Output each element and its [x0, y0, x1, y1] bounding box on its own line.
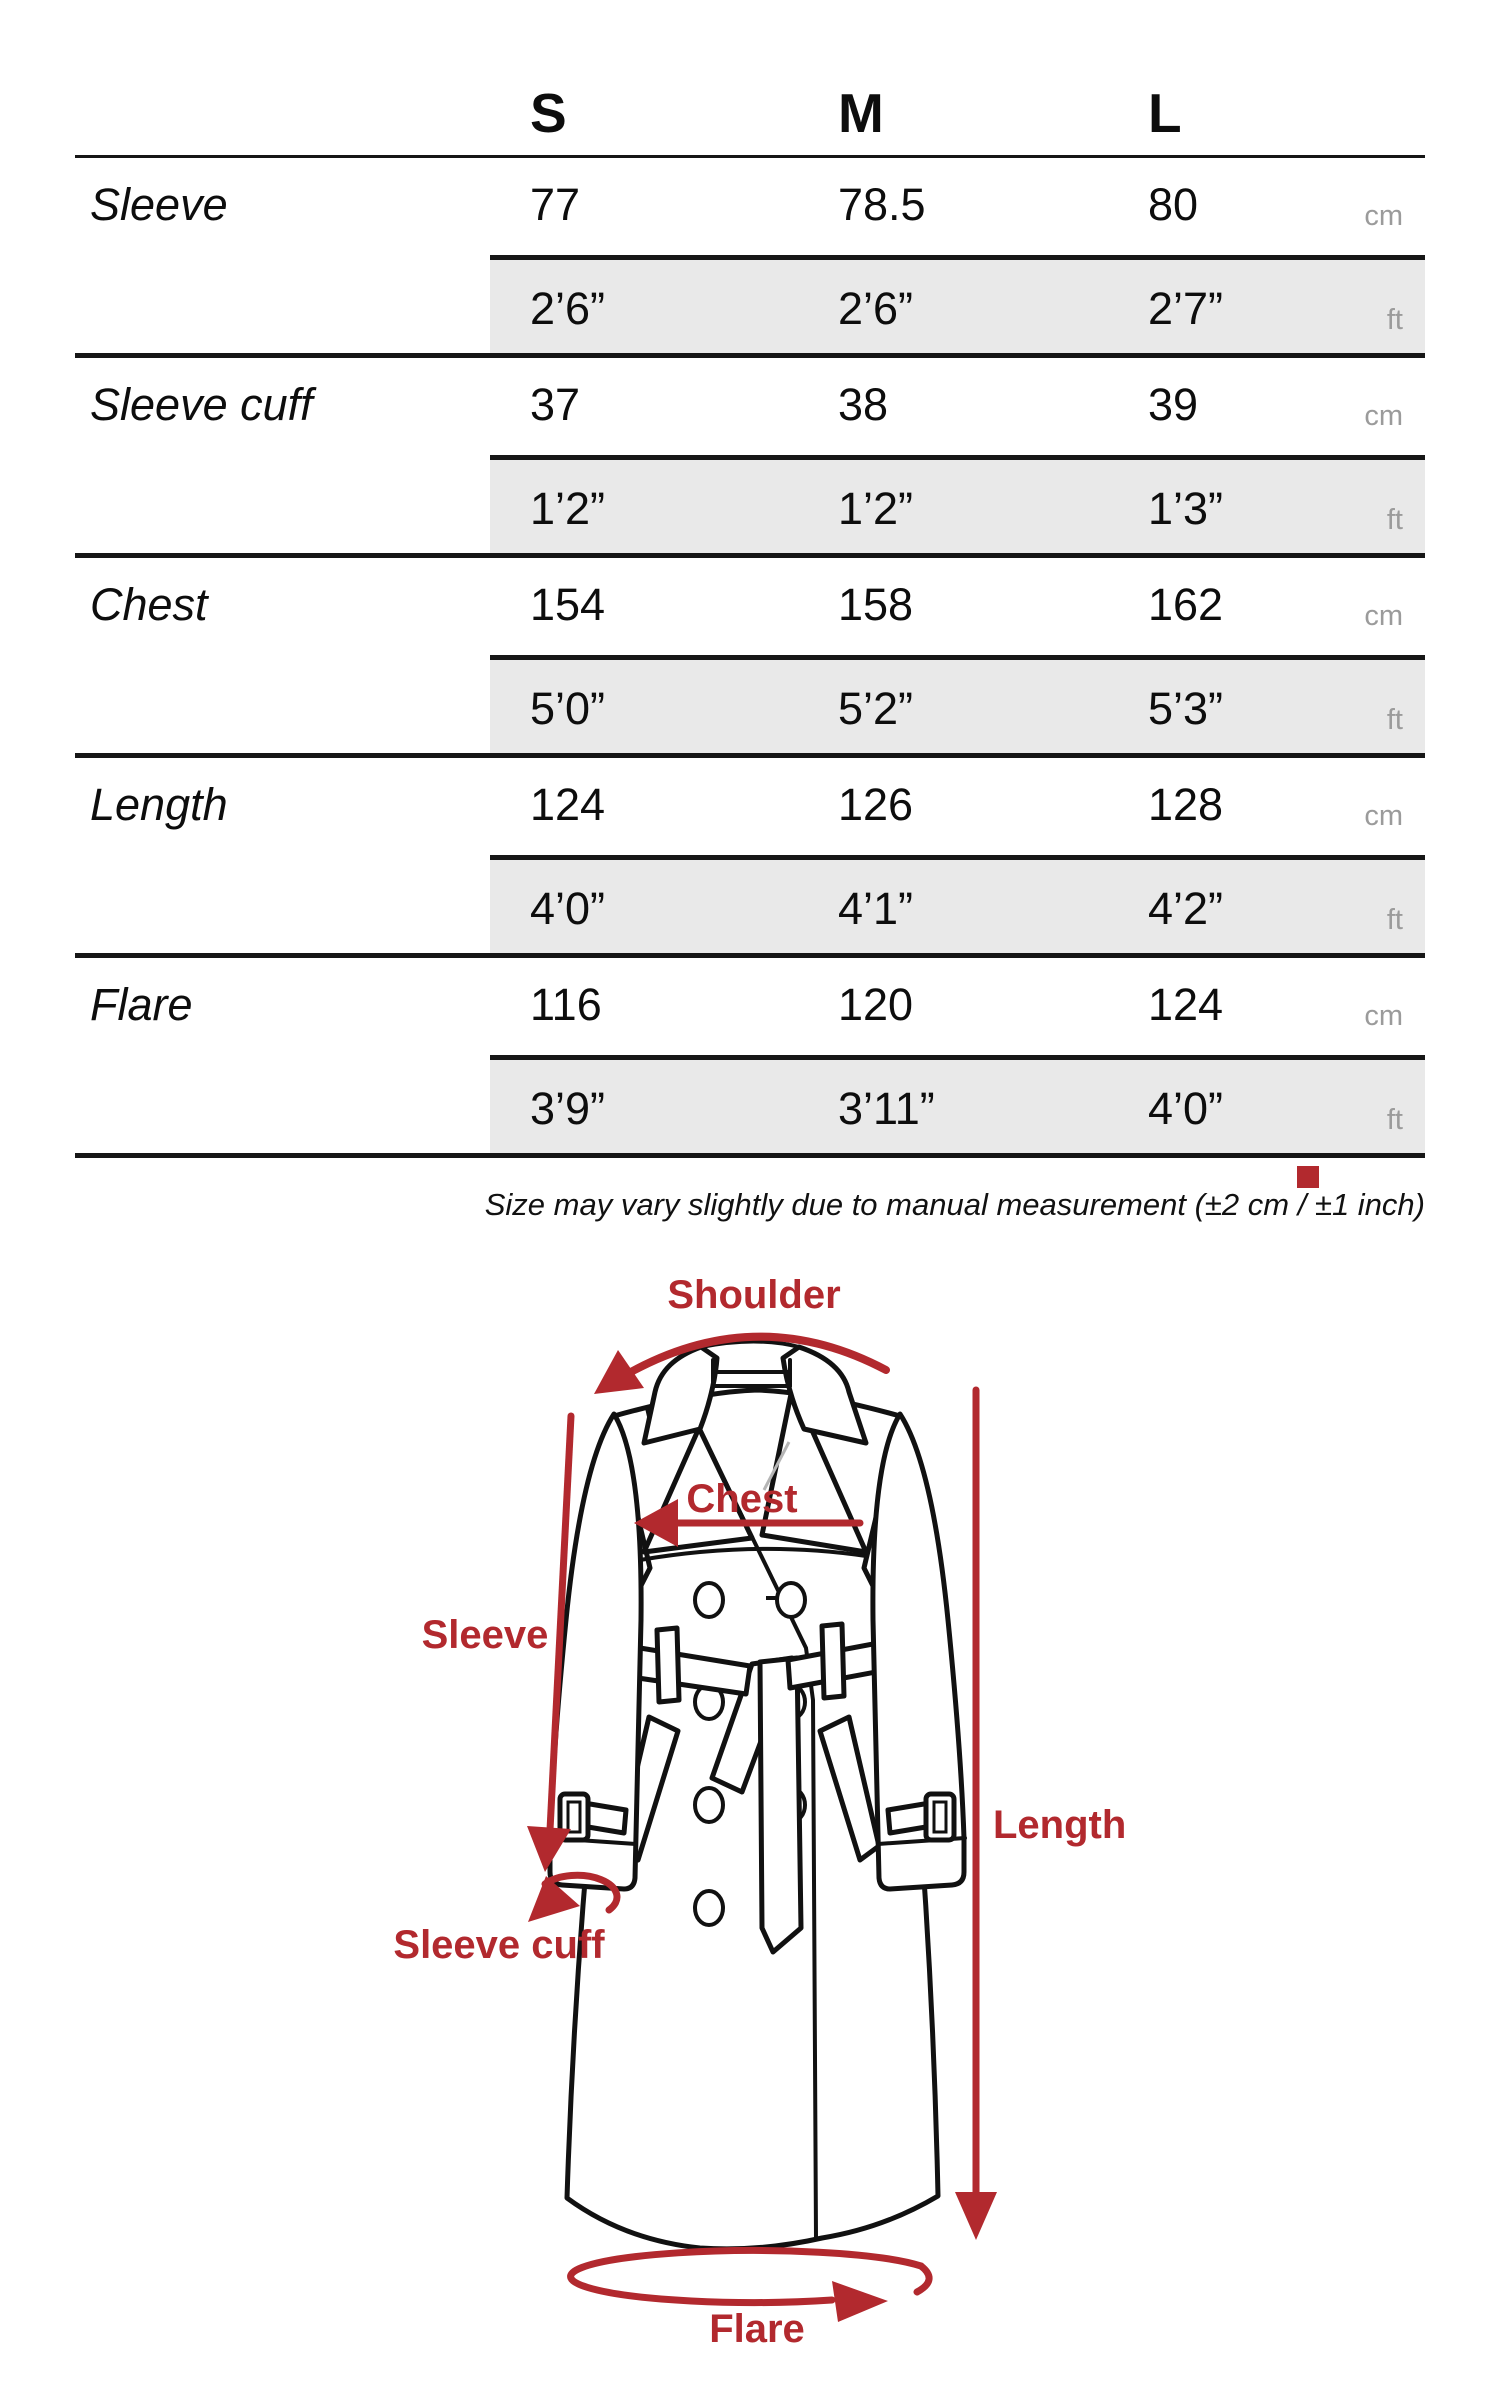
row-label: Sleeve — [90, 179, 228, 230]
row-label: Length — [90, 779, 228, 830]
size-header-l: L — [1148, 82, 1182, 144]
ft-band — [490, 255, 1425, 353]
table-row-group-length — [75, 758, 1425, 958]
cell-ft-s: 2’6” — [530, 283, 606, 334]
cell-ft-s: 1’2” — [530, 483, 606, 534]
cell-cm-l: 128 — [1148, 779, 1224, 830]
ft-band — [490, 455, 1425, 553]
right-cuff-buckle-inner — [934, 1802, 946, 1832]
cell-cm-m: 120 — [838, 979, 914, 1030]
cell-ft-l: 4’2” — [1148, 883, 1224, 934]
cell-cm-l: 124 — [1148, 979, 1224, 1030]
left-cuff-buckle-inner — [568, 1802, 580, 1832]
row-label: Sleeve cuff — [90, 379, 313, 430]
coat-measurement-diagram — [0, 1240, 1500, 2400]
size-header-m: M — [838, 82, 884, 144]
unit-ft: ft — [1386, 704, 1403, 736]
belt-tie-long-end — [760, 1658, 801, 1952]
cell-ft-l: 1’3” — [1148, 483, 1224, 534]
red-accent-mark — [1297, 1166, 1319, 1188]
table-row-group-sleeve — [75, 158, 1425, 358]
hanger-loop — [713, 1360, 790, 1386]
unit-cm: cm — [1364, 1000, 1403, 1032]
table-row-group-flare — [75, 958, 1425, 1158]
label-chest: Chest — [686, 1477, 798, 1521]
row-label: Flare — [90, 979, 193, 1030]
ft-band — [490, 855, 1425, 953]
cell-cm-s: 124 — [530, 779, 606, 830]
size-table — [75, 40, 1425, 1158]
cell-cm-s: 116 — [530, 979, 602, 1030]
belt-loop-right — [822, 1624, 844, 1698]
row-label: Chest — [90, 579, 208, 630]
flare-curl-tail — [917, 2266, 929, 2292]
cell-cm-m: 78.5 — [838, 179, 926, 230]
label-shoulder: Shoulder — [667, 1273, 841, 1317]
label-sleeve-cuff: Sleeve cuff — [393, 1923, 605, 1967]
cell-cm-m: 126 — [838, 779, 914, 830]
cell-cm-s: 77 — [530, 179, 581, 230]
cell-cm-s: 154 — [530, 579, 606, 630]
cell-ft-m: 5’2” — [838, 683, 914, 734]
table-row-group-chest — [75, 558, 1425, 758]
cell-cm-l: 80 — [1148, 179, 1199, 230]
cell-cm-m: 158 — [838, 579, 914, 630]
unit-ft: ft — [1386, 304, 1403, 336]
table-row-group-sleeve-cuff — [75, 358, 1425, 558]
label-sleeve: Sleeve — [421, 1613, 549, 1657]
cell-cm-s: 37 — [530, 379, 581, 430]
cell-ft-l: 5’3” — [1148, 683, 1224, 734]
cell-ft-s: 3’9” — [530, 1083, 606, 1134]
size-table-header — [75, 40, 1425, 158]
cell-ft-m: 1’2” — [838, 483, 914, 534]
cell-ft-s: 5’0” — [530, 683, 606, 734]
unit-ft: ft — [1386, 504, 1403, 536]
length-arrowhead-icon — [955, 2192, 997, 2240]
ft-band — [490, 655, 1425, 753]
unit-cm: cm — [1364, 400, 1403, 432]
flare-arrowhead-icon — [832, 2281, 888, 2322]
ft-band — [490, 1055, 1425, 1153]
size-header-s: S — [530, 82, 567, 144]
cell-ft-l: 4’0” — [1148, 1083, 1224, 1134]
measurement-footnote: Size may vary slightly due to manual measurement (±2 cm / ±1 inch) — [484, 1187, 1425, 1222]
cell-ft-s: 4’0” — [530, 883, 606, 934]
cell-cm-l: 39 — [1148, 379, 1199, 430]
cell-cm-l: 162 — [1148, 579, 1224, 630]
cell-ft-l: 2’7” — [1148, 283, 1224, 334]
cell-cm-m: 38 — [838, 379, 889, 430]
cell-ft-m: 2’6” — [838, 283, 914, 334]
label-flare: Flare — [709, 2307, 805, 2351]
label-length: Length — [993, 1803, 1127, 1847]
cell-ft-m: 4’1” — [838, 883, 914, 934]
unit-cm: cm — [1364, 600, 1403, 632]
unit-cm: cm — [1364, 200, 1403, 232]
belt-loop-left — [657, 1628, 679, 1702]
unit-cm: cm — [1364, 800, 1403, 832]
unit-ft: ft — [1386, 904, 1403, 936]
unit-ft: ft — [1386, 1104, 1403, 1136]
cell-ft-m: 3’11” — [838, 1083, 935, 1134]
